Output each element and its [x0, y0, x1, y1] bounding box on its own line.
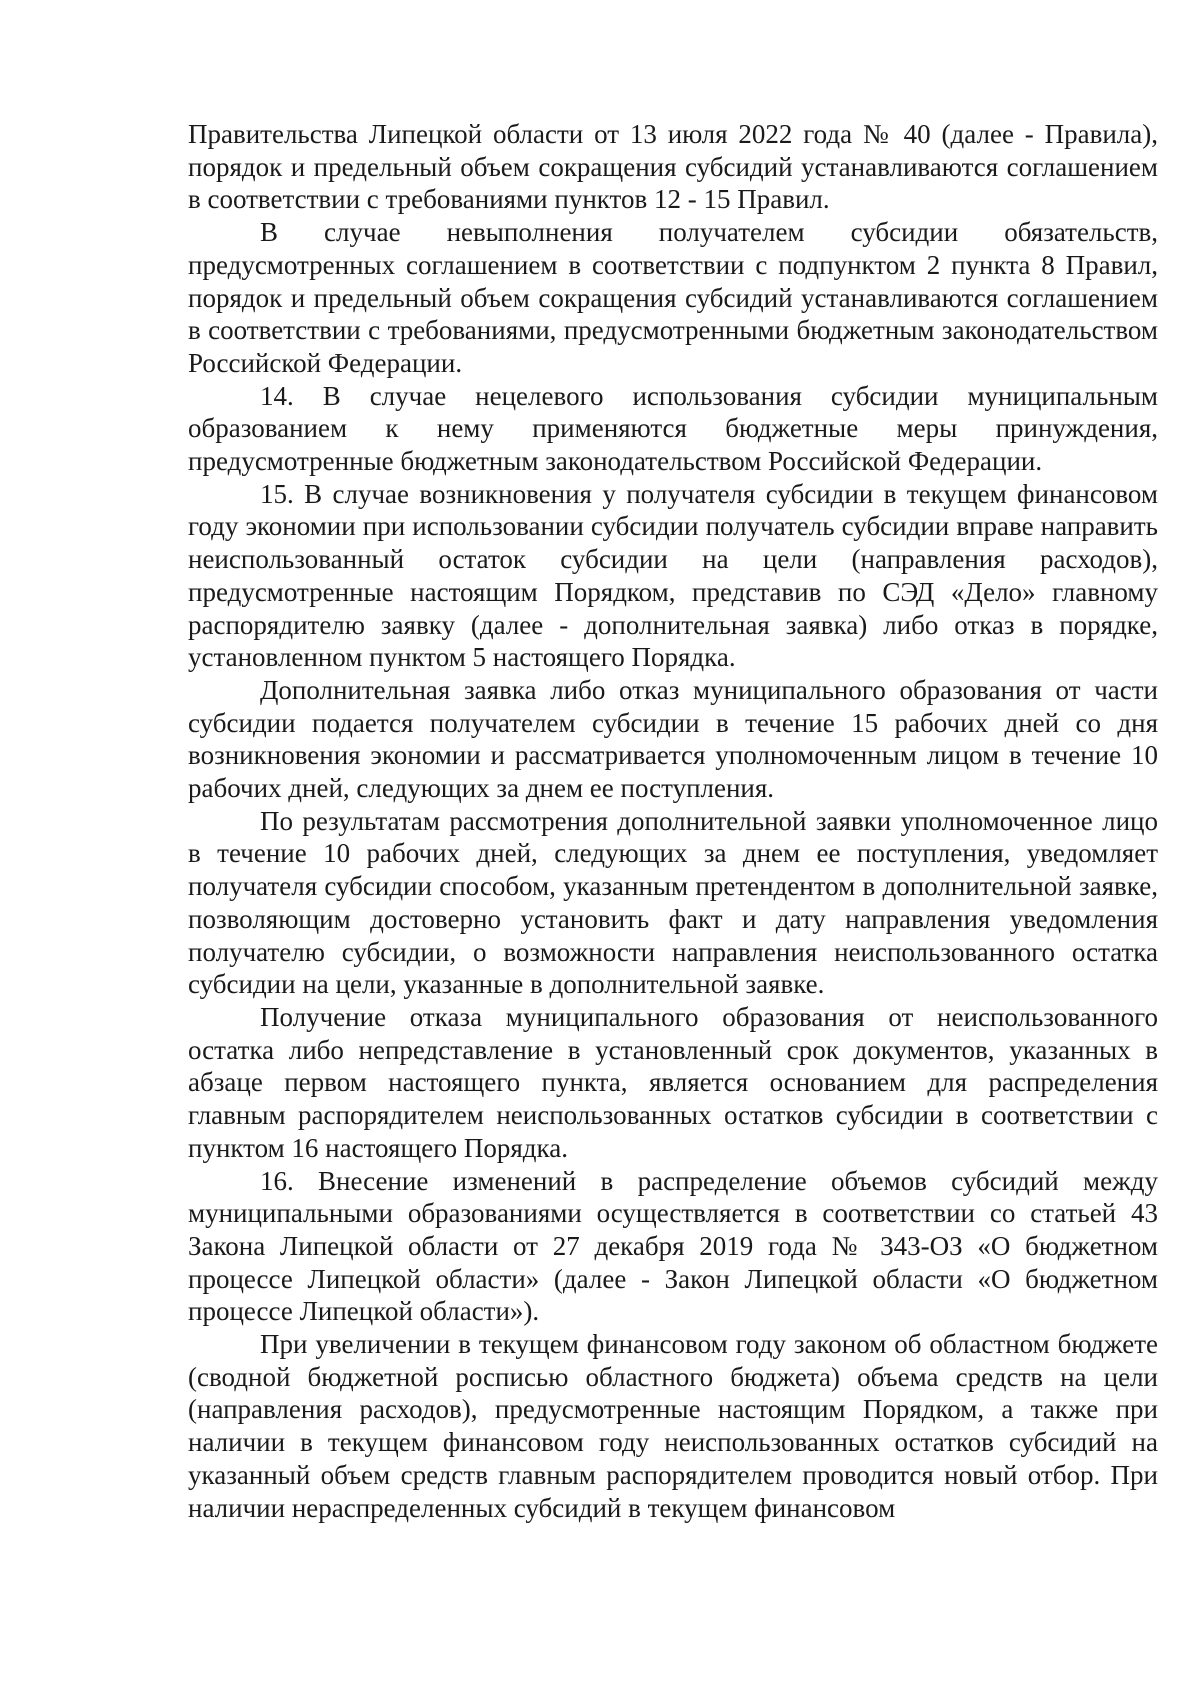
paragraph-refusal: Получение отказа муниципального образования от неиспользованного остатка либо непредставление в установленный срок документов, указанных в абзаце первом настоящего пункта, является основанием для распределения главным распорядителем неиспользованных остатков субсидии в соответствии с пунктом 16 настоящего Порядка. [188, 1001, 1158, 1163]
paragraph-increase: При увеличении в текущем финансовом году законом об областном бюджете (сводной бюджетной росписью областного бюджета) объема средств на цели (направления расходов), предусмотренные настоящим Порядком, а также при наличии в текущем финансовом году неиспользованных остатков субсидий на указанный объем средств главным распорядителем проводится новый отбор. При наличии нераспределенных субсидий в текущем финансовом [188, 1329, 1158, 1523]
paragraph-item-16: 16. Внесение изменений в распределение объемов субсидий между муниципальными образованиями осуществляется в соответствии со статьей 43 Закона Липецкой области от 27 декабря 2019 года № 343-ОЗ «О бюджетном процессе Липецкой области» (далее - Закон Липецкой области «О бюджетном процессе Липецкой области»). [188, 1165, 1158, 1327]
paragraph-item-14: 14. В случае нецелевого использования субсидии муниципальным образованием к нему применяются бюджетные меры принуждения, предусмотренные бюджетным законодательством Российской Федерации. [188, 380, 1158, 477]
document-body [188, 118, 1158, 1524]
paragraph-additional-application: Дополнительная заявка либо отказ муниципального образования от части субсидии подается получателем субсидии в течение 15 рабочих дней со дня возникновения экономии и рассматривается уполномоченным лицом в течение 10 рабочих дней, следующих за днем ее поступления. [188, 674, 1158, 804]
paragraph-continuation: Правительства Липецкой области от 13 июля 2022 года № 40 (далее - Правила), порядок и предельный объем сокращения субсидий устанавливаются соглашением в соответствии с требованиями пунктов 12 - 15 Правил. [188, 119, 1158, 215]
paragraph-non-fulfillment: В случае невыполнения получателем субсидии обязательств, предусмотренных соглашением в соответствии с подпунктом 2 пункта 8 Правил, порядок и предельный объем сокращения субсидий устанавливаются соглашением в соответствии с требованиями, предусмотренными бюджетным законодательством Российской Федерации. [188, 217, 1158, 378]
paragraph-item-15: 15. В случае возникновения у получателя субсидии в текущем финансовом году экономии при использовании субсидии получатель субсидии вправе направить неиспользованный остаток субсидии на цели (направления расходов), предусмотренные настоящим Порядком, представив по СЭД «Дело» главному распорядителю заявку (далее - дополнительная заявка) либо отказ в порядке, установленном пунктом 5 настоящего Порядка. [188, 478, 1158, 673]
paragraph-review-results: По результатам рассмотрения дополнительной заявки уполномоченное лицо в течение 10 рабочих дней, следующих за днем ее поступления, уведомляет получателя субсидии способом, указанным претендентом в дополнительной заявке, позволяющим достоверно установить факт и дату направления уведомления получателю субсидии, о возможности направления неиспользованного остатка субсидии на цели, указанные в дополнительной заявке. [188, 805, 1158, 1000]
